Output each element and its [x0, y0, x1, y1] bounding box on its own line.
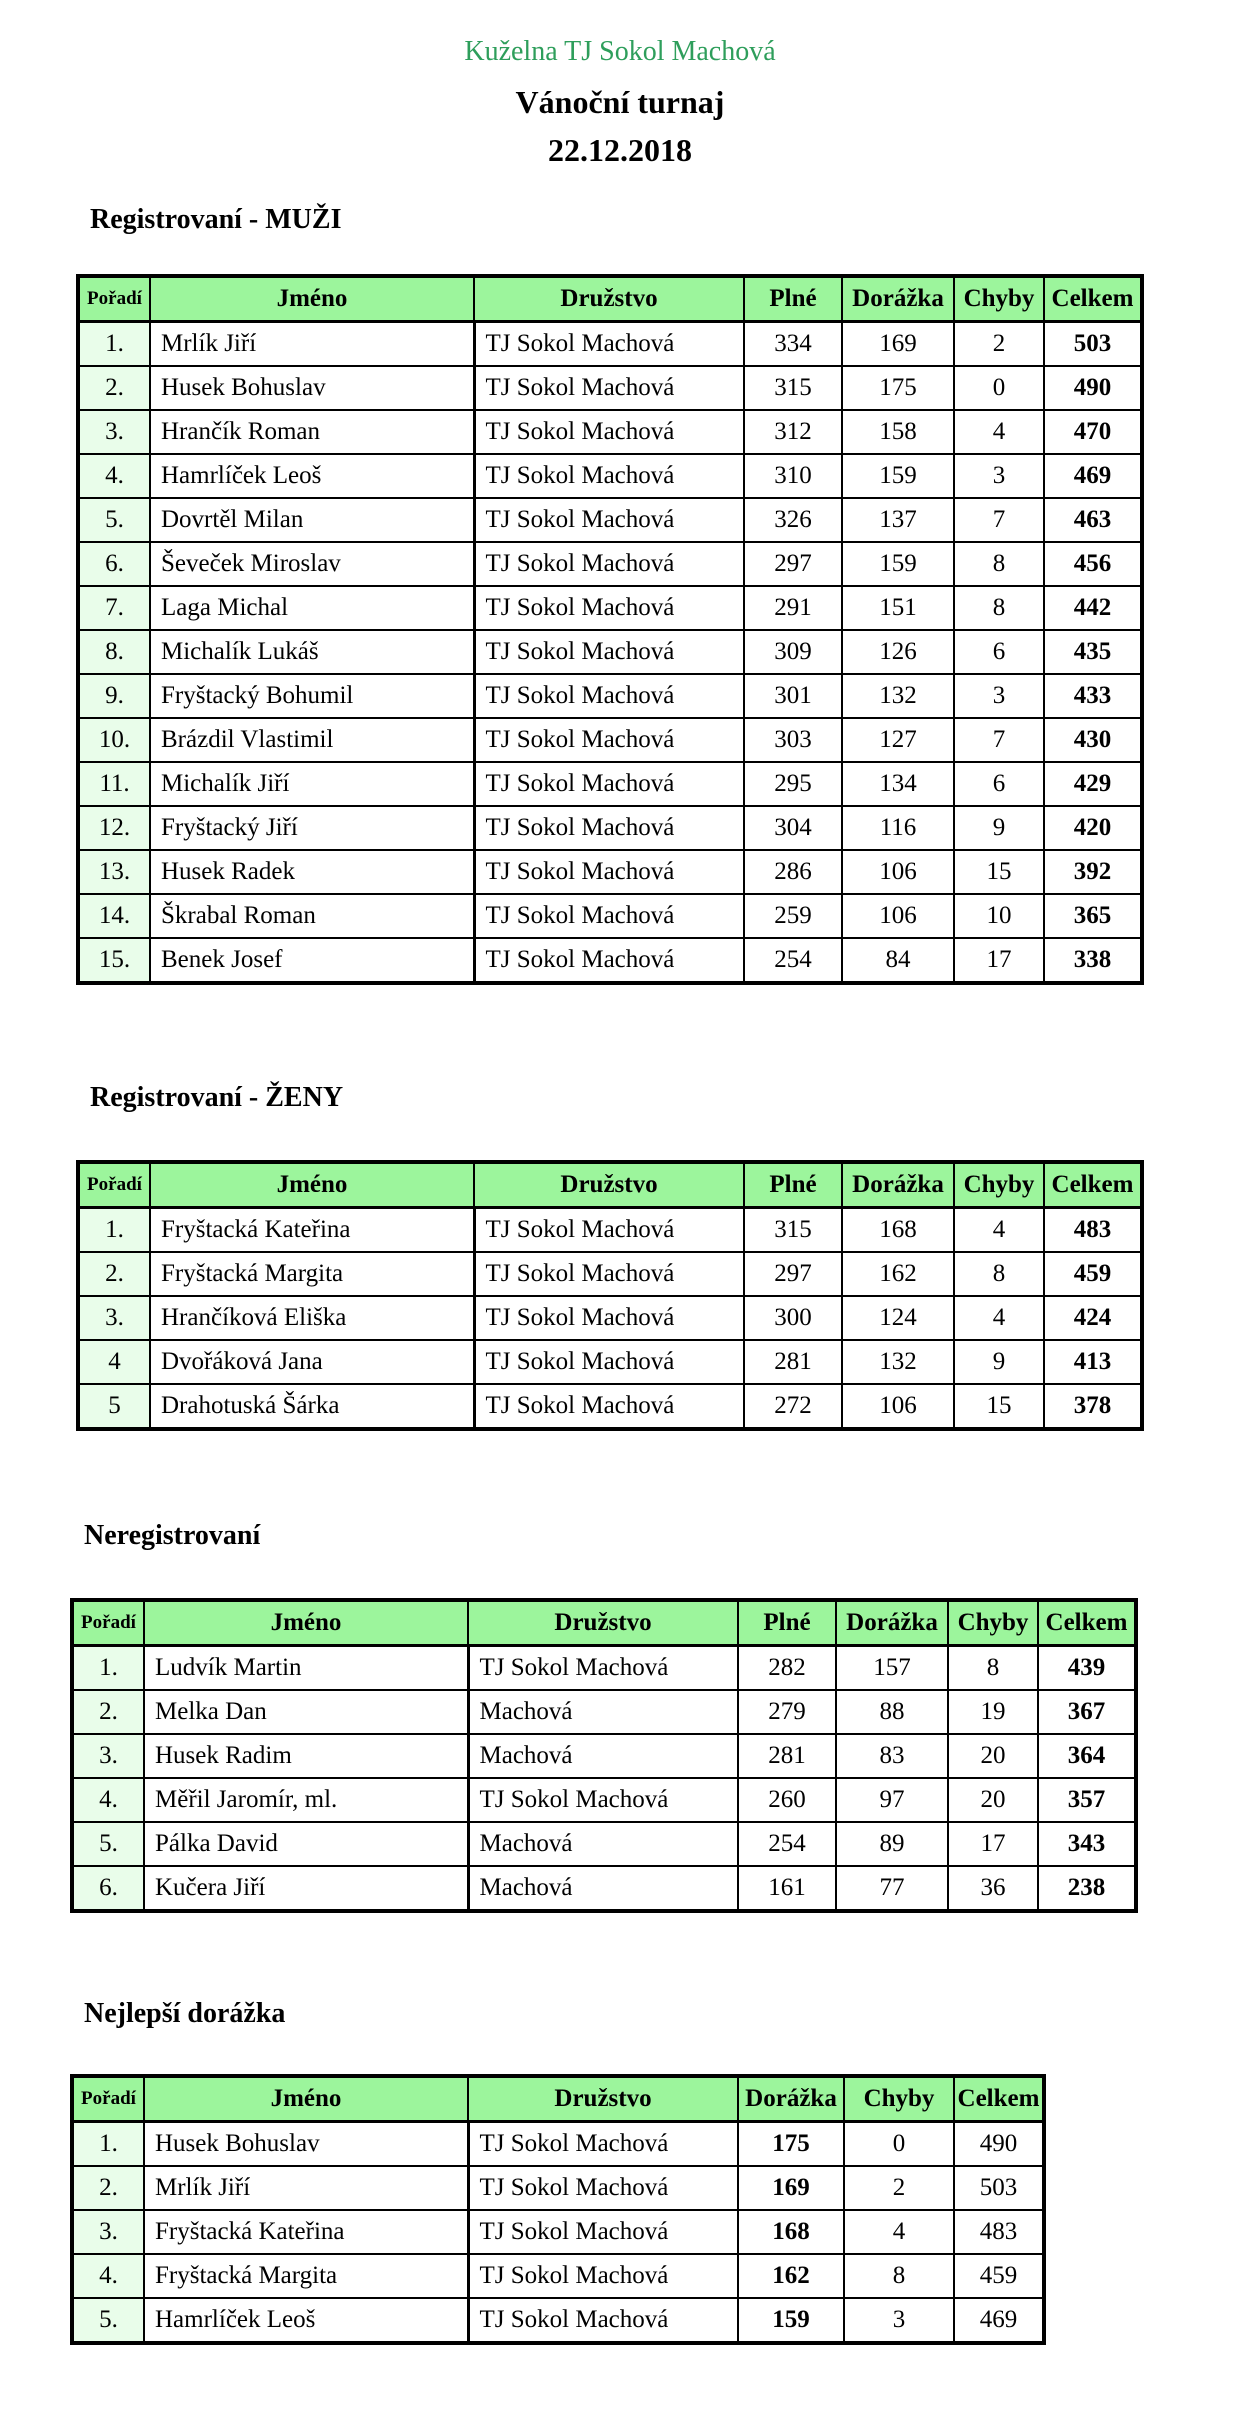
cell-total: 503 — [954, 2166, 1044, 2210]
cell-rank: 2. — [78, 1252, 150, 1296]
cell-rank: 4. — [72, 1778, 144, 1822]
cell-errors: 9 — [954, 1340, 1044, 1384]
cell-clear: 175 — [842, 366, 954, 410]
cell-clear: 134 — [842, 762, 954, 806]
cell-clear: 116 — [842, 806, 954, 850]
cell-errors: 8 — [844, 2254, 954, 2298]
table-row — [78, 718, 1142, 762]
cell-team: TJ Sokol Machová — [474, 410, 744, 454]
cell-rank: 14. — [78, 894, 150, 938]
cell-rank: 8. — [78, 630, 150, 674]
table-row — [72, 2122, 1044, 2167]
cell-clear: 97 — [836, 1778, 948, 1822]
cell-rank: 2. — [78, 366, 150, 410]
cell-errors: 9 — [954, 806, 1044, 850]
cell-rank: 1. — [72, 1646, 144, 1691]
section-title-women: Registrovaní - ŽENY — [90, 1082, 344, 1113]
cell-rank: 4. — [72, 2254, 144, 2298]
cell-rank: 3. — [78, 410, 150, 454]
cell-rank: 3. — [72, 1734, 144, 1778]
cell-name: Ševeček Miroslav — [150, 542, 474, 586]
cell-team: TJ Sokol Machová — [474, 1296, 744, 1340]
cell-name: Laga Michal — [150, 586, 474, 630]
cell-total: 459 — [1044, 1252, 1142, 1296]
cell-rank: 9. — [78, 674, 150, 718]
cell-full: 282 — [738, 1646, 836, 1691]
column-header-team: Družstvo — [468, 2076, 738, 2122]
cell-total: 483 — [1044, 1208, 1142, 1253]
cell-rank: 3. — [78, 1296, 150, 1340]
table-row — [72, 2298, 1044, 2343]
cell-full: 297 — [744, 1252, 842, 1296]
section-title-men: Registrovaní - MUŽI — [90, 204, 342, 235]
cell-errors: 7 — [954, 718, 1044, 762]
cell-errors: 8 — [954, 1252, 1044, 1296]
cell-team: TJ Sokol Machová — [474, 630, 744, 674]
table-row — [78, 938, 1142, 983]
cell-errors: 19 — [948, 1690, 1038, 1734]
cell-full: 254 — [738, 1822, 836, 1866]
cell-total: 378 — [1044, 1384, 1142, 1429]
cell-team: TJ Sokol Machová — [474, 762, 744, 806]
cell-clear: 159 — [842, 454, 954, 498]
table-row — [78, 410, 1142, 454]
cell-name: Mrlík Jiří — [144, 2166, 468, 2210]
cell-clear: 162 — [842, 1252, 954, 1296]
table-row — [78, 674, 1142, 718]
cell-team: TJ Sokol Machová — [474, 850, 744, 894]
cell-full: 315 — [744, 1208, 842, 1253]
cell-clear: 89 — [836, 1822, 948, 1866]
cell-rank: 6. — [72, 1866, 144, 1911]
cell-full: 260 — [738, 1778, 836, 1822]
column-header-team: Družstvo — [474, 1162, 744, 1208]
column-header-clear: Dorážka — [842, 276, 954, 322]
cell-name: Měřil Jaromír, ml. — [144, 1778, 468, 1822]
column-header-total: Celkem — [1044, 276, 1142, 322]
section-title-unregistered: Neregistrovaní — [84, 1520, 261, 1551]
cell-name: Brázdil Vlastimil — [150, 718, 474, 762]
column-header-name: Jméno — [144, 1600, 468, 1646]
cell-team: TJ Sokol Machová — [474, 1340, 744, 1384]
cell-total: 413 — [1044, 1340, 1142, 1384]
cell-name: Fryštacká Kateřina — [144, 2210, 468, 2254]
column-header-total: Celkem — [1038, 1600, 1136, 1646]
cell-name: Michalík Jiří — [150, 762, 474, 806]
cell-name: Fryštacká Margita — [144, 2254, 468, 2298]
cell-clear: 169 — [738, 2166, 844, 2210]
cell-total: 424 — [1044, 1296, 1142, 1340]
table-row — [78, 366, 1142, 410]
cell-full: 315 — [744, 366, 842, 410]
cell-full: 334 — [744, 322, 842, 367]
header-row — [78, 1162, 1142, 1208]
cell-team: TJ Sokol Machová — [474, 1252, 744, 1296]
table-row — [78, 1208, 1142, 1253]
event-title: Vánoční turnaj — [515, 84, 725, 120]
cell-total: 442 — [1044, 586, 1142, 630]
results-table-men — [76, 274, 1144, 985]
column-header-total: Celkem — [1044, 1162, 1142, 1208]
cell-team: TJ Sokol Machová — [474, 938, 744, 983]
cell-name: Fryštacká Kateřina — [150, 1208, 474, 1253]
cell-full: 291 — [744, 586, 842, 630]
cell-clear: 159 — [842, 542, 954, 586]
column-header-clear: Dorážka — [738, 2076, 844, 2122]
column-header-errors: Chyby — [844, 2076, 954, 2122]
cell-errors: 2 — [844, 2166, 954, 2210]
cell-errors: 15 — [954, 1384, 1044, 1429]
cell-errors: 15 — [954, 850, 1044, 894]
cell-errors: 20 — [948, 1734, 1038, 1778]
cell-full: 310 — [744, 454, 842, 498]
cell-total: 367 — [1038, 1690, 1136, 1734]
cell-team: Machová — [468, 1690, 738, 1734]
cell-team: TJ Sokol Machová — [468, 2166, 738, 2210]
cell-clear: 77 — [836, 1866, 948, 1911]
cell-total: 420 — [1044, 806, 1142, 850]
cell-name: Fryštacká Margita — [150, 1252, 474, 1296]
table-row — [78, 454, 1142, 498]
cell-rank: 5. — [72, 1822, 144, 1866]
cell-full: 312 — [744, 410, 842, 454]
cell-rank: 10. — [78, 718, 150, 762]
header-row — [72, 2076, 1044, 2122]
cell-errors: 0 — [844, 2122, 954, 2167]
cell-errors: 17 — [948, 1822, 1038, 1866]
cell-errors: 7 — [954, 498, 1044, 542]
cell-rank: 2. — [72, 2166, 144, 2210]
cell-name: Hrančík Roman — [150, 410, 474, 454]
cell-name: Hamrlíček Leoš — [144, 2298, 468, 2343]
cell-clear: 137 — [842, 498, 954, 542]
table-row — [78, 806, 1142, 850]
cell-team: TJ Sokol Machová — [474, 1384, 744, 1429]
cell-clear: 157 — [836, 1646, 948, 1691]
table-row — [72, 1734, 1136, 1778]
table-row — [78, 1252, 1142, 1296]
cell-total: 439 — [1038, 1646, 1136, 1691]
cell-clear: 83 — [836, 1734, 948, 1778]
cell-rank: 2. — [72, 1690, 144, 1734]
cell-rank: 3. — [72, 2210, 144, 2254]
cell-name: Husek Radek — [150, 850, 474, 894]
table-row — [72, 1690, 1136, 1734]
cell-team: TJ Sokol Machová — [468, 1646, 738, 1691]
cell-full: 309 — [744, 630, 842, 674]
cell-team: TJ Sokol Machová — [468, 2122, 738, 2167]
column-header-rank: Pořadí — [72, 2076, 144, 2122]
cell-clear: 158 — [842, 410, 954, 454]
cell-errors: 4 — [844, 2210, 954, 2254]
cell-name: Fryštacký Jiří — [150, 806, 474, 850]
cell-total: 357 — [1038, 1778, 1136, 1822]
event-date: 22.12.2018 — [548, 132, 692, 168]
cell-clear: 169 — [842, 322, 954, 367]
table-row — [78, 630, 1142, 674]
cell-name: Husek Bohuslav — [150, 366, 474, 410]
column-header-clear: Dorážka — [842, 1162, 954, 1208]
cell-team: TJ Sokol Machová — [474, 718, 744, 762]
cell-rank: 1. — [78, 1208, 150, 1253]
cell-team: TJ Sokol Machová — [474, 454, 744, 498]
club-name: Kuželna TJ Sokol Machová — [464, 36, 776, 67]
cell-full: 281 — [738, 1734, 836, 1778]
column-header-rank: Pořadí — [78, 276, 150, 322]
table-row — [78, 762, 1142, 806]
table-row — [78, 850, 1142, 894]
cell-clear: 132 — [842, 1340, 954, 1384]
cell-errors: 2 — [954, 322, 1044, 367]
cell-clear: 132 — [842, 674, 954, 718]
cell-rank: 15. — [78, 938, 150, 983]
cell-clear: 106 — [842, 894, 954, 938]
cell-name: Husek Radim — [144, 1734, 468, 1778]
column-header-name: Jméno — [144, 2076, 468, 2122]
cell-name: Ludvík Martin — [144, 1646, 468, 1691]
cell-errors: 6 — [954, 630, 1044, 674]
cell-full: 286 — [744, 850, 842, 894]
cell-clear: 106 — [842, 850, 954, 894]
cell-clear: 126 — [842, 630, 954, 674]
cell-errors: 3 — [844, 2298, 954, 2343]
cell-errors: 4 — [954, 410, 1044, 454]
cell-total: 343 — [1038, 1822, 1136, 1866]
cell-team: TJ Sokol Machová — [474, 322, 744, 367]
cell-clear: 162 — [738, 2254, 844, 2298]
table-row — [78, 894, 1142, 938]
cell-name: Kučera Jiří — [144, 1866, 468, 1911]
cell-clear: 84 — [842, 938, 954, 983]
cell-team: TJ Sokol Machová — [474, 586, 744, 630]
cell-name: Fryštacký Bohumil — [150, 674, 474, 718]
table-row — [72, 2254, 1044, 2298]
cell-full: 304 — [744, 806, 842, 850]
column-header-clear: Dorážka — [836, 1600, 948, 1646]
cell-clear: 124 — [842, 1296, 954, 1340]
cell-rank: 5. — [78, 498, 150, 542]
cell-name: Dvořáková Jana — [150, 1340, 474, 1384]
cell-clear: 106 — [842, 1384, 954, 1429]
table-row — [78, 498, 1142, 542]
cell-full: 297 — [744, 542, 842, 586]
header-row — [72, 1600, 1136, 1646]
cell-team: Machová — [468, 1822, 738, 1866]
cell-errors: 20 — [948, 1778, 1038, 1822]
column-header-errors: Chyby — [948, 1600, 1038, 1646]
cell-total: 364 — [1038, 1734, 1136, 1778]
cell-team: TJ Sokol Machová — [468, 2254, 738, 2298]
cell-total: 456 — [1044, 542, 1142, 586]
cell-errors: 4 — [954, 1208, 1044, 1253]
cell-errors: 6 — [954, 762, 1044, 806]
cell-total: 365 — [1044, 894, 1142, 938]
cell-total: 470 — [1044, 410, 1142, 454]
cell-errors: 0 — [954, 366, 1044, 410]
cell-team: TJ Sokol Machová — [468, 2298, 738, 2343]
header-row — [78, 276, 1142, 322]
cell-clear: 88 — [836, 1690, 948, 1734]
table-row — [72, 1646, 1136, 1691]
cell-name: Hrančíková Eliška — [150, 1296, 474, 1340]
cell-full: 161 — [738, 1866, 836, 1911]
table-row — [72, 1778, 1136, 1822]
cell-total: 430 — [1044, 718, 1142, 762]
cell-total: 433 — [1044, 674, 1142, 718]
cell-name: Benek Josef — [150, 938, 474, 983]
cell-team: TJ Sokol Machová — [474, 542, 744, 586]
cell-full: 254 — [744, 938, 842, 983]
cell-full: 301 — [744, 674, 842, 718]
table-row — [78, 1384, 1142, 1429]
table-row — [78, 1340, 1142, 1384]
section-title-best-clear: Nejlepší dorážka — [84, 1998, 286, 2029]
cell-errors: 36 — [948, 1866, 1038, 1911]
cell-total: 338 — [1044, 938, 1142, 983]
cell-errors: 17 — [954, 938, 1044, 983]
table-row — [72, 2166, 1044, 2210]
cell-full: 300 — [744, 1296, 842, 1340]
cell-name: Melka Dan — [144, 1690, 468, 1734]
cell-total: 429 — [1044, 762, 1142, 806]
cell-rank: 12. — [78, 806, 150, 850]
cell-full: 295 — [744, 762, 842, 806]
cell-name: Drahotuská Šárka — [150, 1384, 474, 1429]
cell-rank: 4. — [78, 454, 150, 498]
cell-total: 490 — [1044, 366, 1142, 410]
cell-name: Husek Bohuslav — [144, 2122, 468, 2167]
column-header-team: Družstvo — [474, 276, 744, 322]
table-row — [78, 542, 1142, 586]
results-table-women — [76, 1160, 1144, 1431]
cell-clear: 175 — [738, 2122, 844, 2167]
cell-name: Dovrtěl Milan — [150, 498, 474, 542]
cell-rank: 5 — [78, 1384, 150, 1429]
cell-clear: 151 — [842, 586, 954, 630]
cell-errors: 4 — [954, 1296, 1044, 1340]
cell-name: Hamrlíček Leoš — [150, 454, 474, 498]
column-header-full: Plné — [744, 276, 842, 322]
cell-rank: 5. — [72, 2298, 144, 2343]
cell-total: 503 — [1044, 322, 1142, 367]
cell-team: TJ Sokol Machová — [468, 1778, 738, 1822]
column-header-full: Plné — [738, 1600, 836, 1646]
cell-errors: 3 — [954, 674, 1044, 718]
cell-clear: 159 — [738, 2298, 844, 2343]
cell-total: 469 — [954, 2298, 1044, 2343]
cell-total: 490 — [954, 2122, 1044, 2167]
cell-team: TJ Sokol Machová — [474, 806, 744, 850]
cell-errors: 8 — [954, 542, 1044, 586]
table-row — [78, 322, 1142, 367]
column-header-total: Celkem — [954, 2076, 1044, 2122]
cell-total: 459 — [954, 2254, 1044, 2298]
cell-total: 469 — [1044, 454, 1142, 498]
cell-rank: 6. — [78, 542, 150, 586]
column-header-rank: Pořadí — [72, 1600, 144, 1646]
cell-team: Machová — [468, 1866, 738, 1911]
table-row — [72, 1866, 1136, 1911]
cell-clear: 168 — [738, 2210, 844, 2254]
results-table-best-clear — [70, 2074, 1046, 2345]
cell-total: 463 — [1044, 498, 1142, 542]
cell-total: 238 — [1038, 1866, 1136, 1911]
cell-errors: 8 — [948, 1646, 1038, 1691]
cell-rank: 13. — [78, 850, 150, 894]
cell-rank: 7. — [78, 586, 150, 630]
cell-team: TJ Sokol Machová — [474, 1208, 744, 1253]
cell-full: 259 — [744, 894, 842, 938]
cell-total: 392 — [1044, 850, 1142, 894]
table-row — [72, 1822, 1136, 1866]
column-header-name: Jméno — [150, 1162, 474, 1208]
column-header-team: Družstvo — [468, 1600, 738, 1646]
cell-rank: 11. — [78, 762, 150, 806]
cell-team: TJ Sokol Machová — [474, 894, 744, 938]
table-row — [72, 2210, 1044, 2254]
table-row — [78, 586, 1142, 630]
cell-team: TJ Sokol Machová — [474, 366, 744, 410]
cell-name: Pálka David — [144, 1822, 468, 1866]
cell-total: 483 — [954, 2210, 1044, 2254]
cell-full: 279 — [738, 1690, 836, 1734]
cell-clear: 127 — [842, 718, 954, 762]
cell-total: 435 — [1044, 630, 1142, 674]
column-header-errors: Chyby — [954, 1162, 1044, 1208]
cell-name: Mrlík Jiří — [150, 322, 474, 367]
cell-errors: 8 — [954, 586, 1044, 630]
cell-clear: 168 — [842, 1208, 954, 1253]
column-header-full: Plné — [744, 1162, 842, 1208]
cell-errors: 3 — [954, 454, 1044, 498]
cell-team: Machová — [468, 1734, 738, 1778]
column-header-name: Jméno — [150, 276, 474, 322]
cell-rank: 4 — [78, 1340, 150, 1384]
cell-full: 281 — [744, 1340, 842, 1384]
column-header-rank: Pořadí — [78, 1162, 150, 1208]
cell-full: 326 — [744, 498, 842, 542]
cell-errors: 10 — [954, 894, 1044, 938]
cell-full: 272 — [744, 1384, 842, 1429]
cell-team: TJ Sokol Machová — [474, 674, 744, 718]
cell-team: TJ Sokol Machová — [474, 498, 744, 542]
column-header-errors: Chyby — [954, 276, 1044, 322]
cell-full: 303 — [744, 718, 842, 762]
cell-name: Michalík Lukáš — [150, 630, 474, 674]
cell-team: TJ Sokol Machová — [468, 2210, 738, 2254]
cell-name: Škrabal Roman — [150, 894, 474, 938]
cell-rank: 1. — [72, 2122, 144, 2167]
table-row — [78, 1296, 1142, 1340]
results-table-unregistered — [70, 1598, 1138, 1913]
cell-rank: 1. — [78, 322, 150, 367]
